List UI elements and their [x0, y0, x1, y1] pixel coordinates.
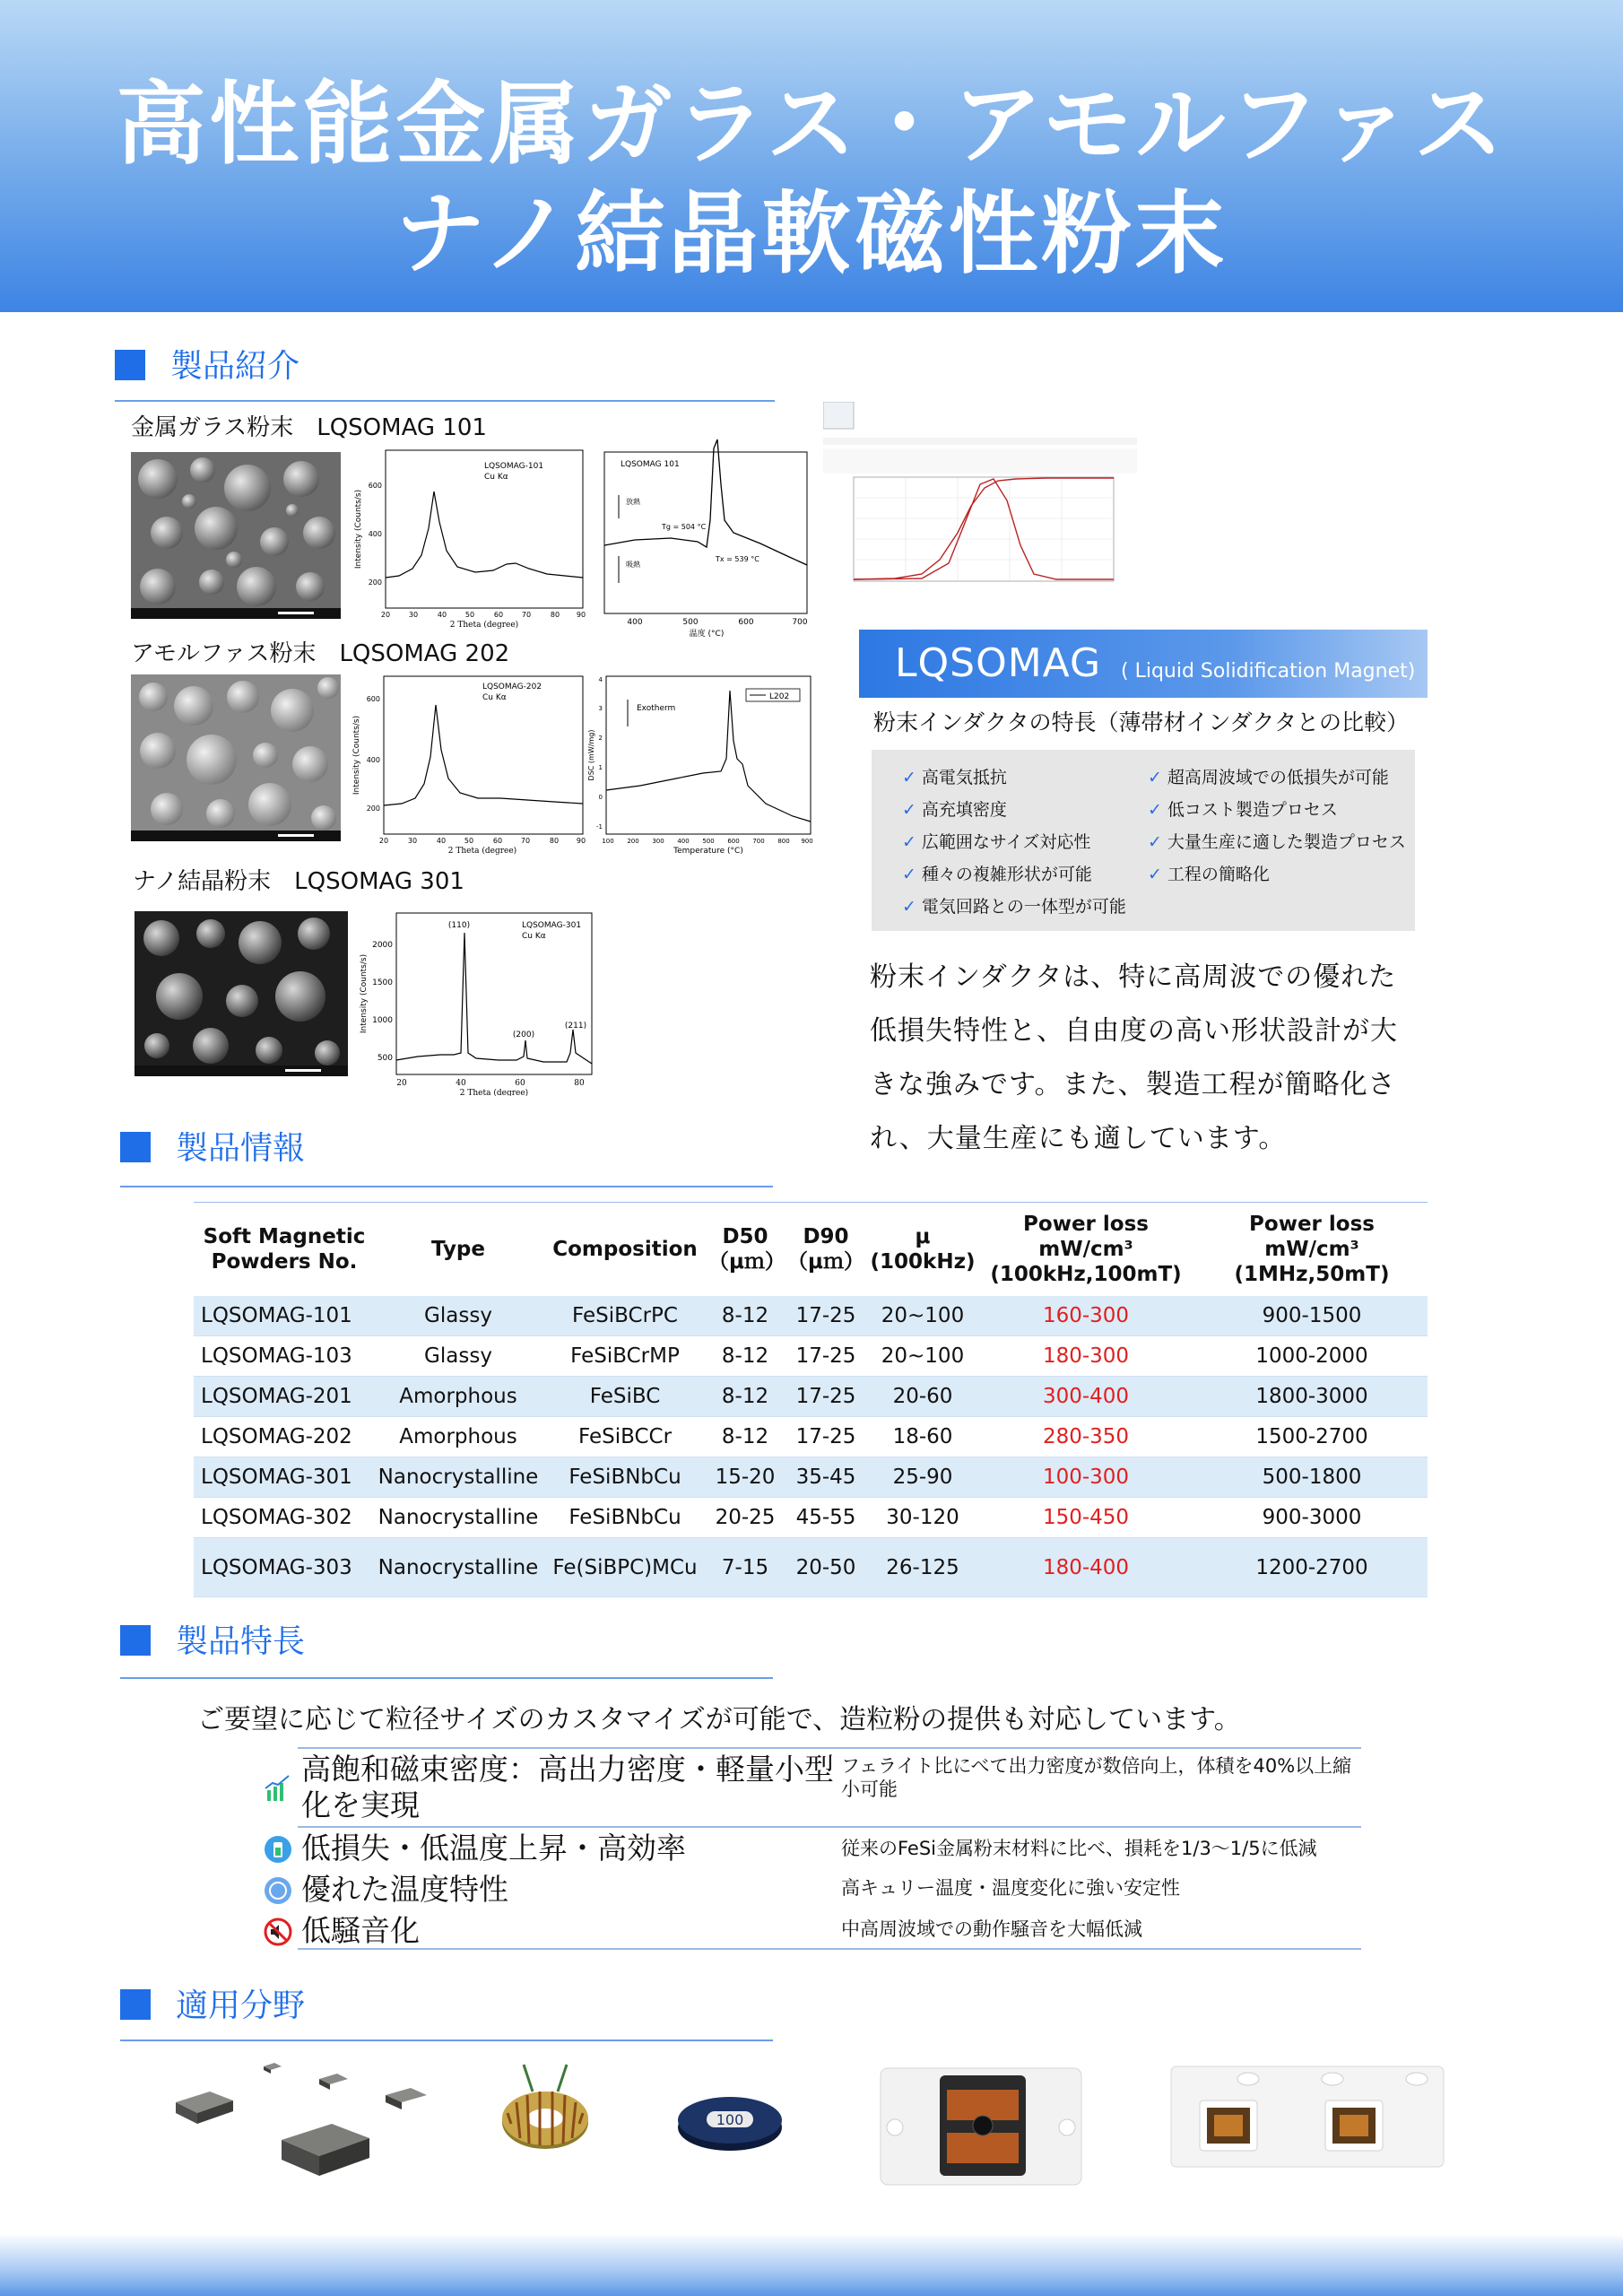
feature-desc: 中高周波域での動作騒音を大幅低減 — [841, 1918, 1142, 1940]
table-cell: 150-450 — [1042, 1506, 1130, 1529]
feature-item — [1148, 829, 1406, 853]
banner-brand: LQSOMAG — [895, 640, 1102, 686]
table-cell: 1200-2700 — [1196, 1538, 1428, 1597]
xrd-301-line — [396, 933, 592, 1064]
table-cell: 180-300 — [1042, 1344, 1130, 1368]
xtick: 70 — [521, 611, 532, 619]
xtick: 20 — [396, 1079, 407, 1088]
xtick: 50 — [464, 837, 474, 845]
plot-frame — [396, 913, 592, 1074]
column-header-line: D50 — [722, 1224, 768, 1248]
ytick: 200 — [366, 804, 380, 813]
table-cell: LQSOMAG-201 — [194, 1377, 375, 1417]
thermometer-icon — [264, 1876, 292, 1905]
table-cell: Glassy — [424, 1344, 492, 1368]
table-cell: LQSOMAG-202 — [201, 1425, 352, 1448]
dsc-chart-202 — [586, 669, 814, 856]
column-header — [1196, 1203, 1428, 1296]
check-icon: ✓ — [1148, 832, 1162, 852]
xrd-101-legend2: Cu Kα — [484, 473, 508, 482]
xrd-101-line — [386, 491, 583, 578]
ytick: 1500 — [372, 978, 393, 987]
table-row — [194, 1538, 1428, 1597]
feature-title: 粉末インダクタの特長（薄帯材インダクタとの比較） — [873, 709, 1410, 735]
ytick: 1000 — [372, 1016, 393, 1025]
table-cell: 35-45 — [782, 1457, 870, 1498]
table-cell: 8-12 — [721, 1425, 769, 1448]
dsc-chart-202-svg — [586, 669, 814, 856]
section-underline — [115, 400, 775, 402]
column-header — [375, 1203, 542, 1296]
feature-desc: フェライト比にべて出力密度が数倍向上，体積を40%以上縮 — [841, 1755, 1352, 1777]
ytick: 1 — [598, 764, 603, 771]
feature-item — [902, 796, 1007, 821]
table-cell: 17-25 — [795, 1344, 856, 1368]
table-cell: FeSiBCCr — [577, 1425, 673, 1448]
instrument-logo — [823, 402, 854, 429]
power-inductor-image — [674, 2086, 785, 2154]
dsc-chart-101 — [599, 413, 814, 639]
table-cell: Amorphous — [399, 1425, 517, 1448]
table-cell: FeSiBCrPC — [542, 1296, 708, 1336]
ytick: 3 — [598, 705, 603, 712]
table-cell: 900-1500 — [1196, 1296, 1428, 1336]
xrd-202-line — [384, 705, 583, 805]
banner-subtitle: ( Liquid Solidification Magnet) — [1121, 660, 1416, 683]
table-cell: Glassy — [375, 1296, 542, 1336]
table-cell: 100-300 — [976, 1457, 1196, 1498]
sem-scale-bar — [135, 1065, 348, 1076]
xtick: 600 — [727, 838, 740, 845]
tg-label: Tg = 504 °C — [662, 523, 707, 531]
table-cell: FeSiBC — [542, 1377, 708, 1417]
description-line: 粉末インダクタは、特に高周波での優れた — [870, 961, 1397, 993]
xrd-chart-301-svg — [355, 906, 597, 1096]
table-cell: 500-1800 — [1196, 1457, 1428, 1498]
page-title-line2: ナノ結晶軟磁性粉末 — [395, 181, 1228, 286]
check-icon: ✓ — [1148, 865, 1162, 884]
feature-text: 超高周波域での低損失が可能 — [1167, 768, 1389, 787]
table-cell: LQSOMAG-101 — [194, 1296, 375, 1336]
xrd-301-legend2: Cu Kα — [522, 932, 546, 941]
ytick: 4 — [598, 676, 603, 683]
column-header-line: Power loss — [1249, 1212, 1375, 1236]
xtick: 800 — [777, 838, 790, 845]
peak-label: (200) — [512, 1031, 535, 1039]
feature-item — [1148, 764, 1389, 788]
feature-item — [902, 861, 1092, 885]
sem-image-101 — [131, 452, 341, 619]
xtick: 60 — [493, 611, 504, 619]
sem-scale-bar — [131, 831, 341, 841]
xtick: 60 — [515, 1079, 525, 1088]
ytick: 2000 — [372, 941, 393, 950]
table-cell: 180-400 — [976, 1538, 1196, 1597]
table-cell: 30-120 — [886, 1506, 959, 1529]
feature-main: 優れた温度特性 — [301, 1872, 508, 1907]
powder-label-101: 金属ガラス粉末 LQSOMAG 101 — [131, 414, 487, 441]
xtick: 500 — [682, 618, 699, 627]
table-cell: 300-400 — [976, 1377, 1196, 1417]
feature-item — [902, 764, 1007, 788]
table-cell: 20-50 — [782, 1538, 870, 1597]
sem-image-202 — [131, 674, 341, 841]
column-header — [782, 1203, 870, 1296]
x-axis-label: 2 Theta (degree) — [459, 1089, 529, 1096]
feature-text: 電気回路との一体型が可能 — [921, 897, 1126, 917]
xtick: 100 — [602, 838, 614, 845]
xtick: 70 — [520, 837, 531, 845]
column-header-line: (1MHz,50mT) — [1234, 1262, 1390, 1286]
column-header-line: Power loss — [1023, 1212, 1149, 1236]
feature-item — [1148, 796, 1338, 821]
table-cell: 1500-2700 — [1255, 1425, 1368, 1448]
table-cell: LQSOMAG-303 — [194, 1538, 375, 1597]
xtick: 400 — [677, 838, 690, 845]
column-header-line: μ — [915, 1224, 931, 1248]
ytick: 200 — [368, 578, 382, 587]
column-header-line: Powders No. — [211, 1249, 358, 1274]
table-cell: 280-350 — [1042, 1425, 1130, 1448]
table-cell: 7-15 — [708, 1538, 782, 1597]
y-axis-label: Intensity (Counts/s) — [354, 489, 363, 570]
chart-up-icon — [264, 1774, 292, 1803]
table-cell: 8-12 — [708, 1296, 782, 1336]
sem-particles-301 — [135, 911, 348, 1076]
check-icon: ✓ — [902, 800, 916, 820]
feature-text: 広範囲なサイズ対応性 — [921, 832, 1091, 852]
section-underline — [120, 1186, 773, 1187]
header-row — [823, 438, 1137, 445]
column-header — [870, 1203, 976, 1296]
ytick: 600 — [368, 482, 382, 490]
table-cell: 160-300 — [976, 1296, 1196, 1336]
table-row — [194, 1296, 1428, 1336]
mute-icon — [264, 1918, 292, 1946]
feature-desc: 従来のFeSi金属粉末材料に比べ、損耗を1/3～1/5に低減 — [841, 1838, 1317, 1859]
feature-main: 低騒音化 — [301, 1913, 420, 1948]
section-title: 適用分野 — [176, 1987, 306, 2024]
feature-item — [902, 829, 1090, 853]
dsc-202-legend: L202 — [769, 692, 790, 701]
sem-particles-202 — [131, 674, 341, 841]
check-icon: ✓ — [1148, 768, 1162, 787]
product-table — [194, 1202, 1428, 1597]
x-axis-label: 2 Theta (degree) — [449, 621, 519, 630]
dsc-exo-label: 放熱 — [626, 498, 640, 506]
xtick: 50 — [464, 611, 475, 619]
xtick: 300 — [652, 838, 664, 845]
xtick: 400 — [627, 618, 643, 627]
xtick: 700 — [752, 838, 765, 845]
column-header-line: mW/cm³ — [1038, 1237, 1133, 1261]
xtick: 20 — [380, 611, 391, 619]
feature-main: 化を実現 — [301, 1787, 420, 1822]
dsc-chart-101-svg — [599, 413, 814, 639]
distribution-curve — [854, 479, 1114, 579]
column-header — [976, 1203, 1196, 1296]
particle-size-chart-svg — [823, 402, 1137, 590]
table-header-row — [194, 1203, 1428, 1296]
section-title: 製品特長 — [176, 1623, 306, 1660]
y-axis-label: Intensity (Counts/s) — [352, 715, 361, 796]
column-header — [542, 1203, 708, 1296]
section-square — [120, 1132, 151, 1162]
ytick: 500 — [377, 1054, 393, 1063]
peak-label: (211) — [564, 1022, 587, 1031]
table-cell: FeSiBNbCu — [542, 1457, 708, 1498]
xtick: 90 — [576, 837, 586, 845]
table-row — [194, 1377, 1428, 1417]
xrd-chart-101-svg — [350, 443, 588, 630]
features-intro: ご要望に応じて粒径サイズのカスタマイズが可能で、造粒粉の提供も対応しています。 — [197, 1704, 1241, 1735]
xtick: 40 — [456, 1079, 466, 1088]
column-header-line: mW/cm³ — [1264, 1237, 1359, 1261]
xtick: 90 — [576, 611, 586, 619]
xrd-101-legend: LQSOMAG-101 — [484, 462, 544, 471]
section-underline — [120, 1677, 773, 1679]
column-header-line: (100kHz) — [870, 1249, 976, 1274]
table-cell: 45-55 — [795, 1506, 856, 1529]
table-cell: 17-25 — [782, 1377, 870, 1417]
header-banner — [0, 0, 1623, 312]
table-cell: FeSiBCrMP — [570, 1344, 680, 1368]
table-cell: 17-25 — [782, 1296, 870, 1336]
table-cell: LQSOMAG-103 — [201, 1344, 352, 1368]
feature-desc: 高キュリー温度・温度変化に強い安定性 — [841, 1877, 1180, 1899]
inductor-marking: 100 — [716, 2111, 744, 2128]
feature-divider — [298, 1826, 1361, 1828]
feature-main: 高飽和磁束密度：高出力密度・軽量小型 — [301, 1752, 834, 1787]
ytick: 400 — [368, 530, 382, 538]
column-header — [708, 1203, 785, 1296]
common-mode-choke-image — [875, 2059, 1087, 2192]
xrd-301-legend: LQSOMAG-301 — [522, 921, 582, 930]
xrd-chart-202 — [348, 669, 588, 856]
table-cell: 8-12 — [721, 1344, 769, 1368]
powder-label-301: ナノ結晶粉末 LQSOMAG 301 — [133, 868, 464, 895]
table-cell: Nanocrystalline — [378, 1506, 539, 1529]
column-header-line: （μｍ） — [787, 1249, 864, 1274]
xtick: 20 — [378, 837, 389, 845]
table-cell: Amorphous — [375, 1377, 542, 1417]
table-cell: 20~100 — [881, 1344, 965, 1368]
battery-icon — [264, 1835, 292, 1864]
table-cell: 26-125 — [870, 1538, 976, 1597]
description-line: れ、大量生産にも適しています。 — [870, 1123, 1287, 1154]
ytick: 600 — [366, 695, 380, 703]
section-title: 製品紹介 — [170, 348, 300, 385]
column-header — [194, 1203, 375, 1296]
x-axis-label: 温度 (°C) — [689, 630, 725, 639]
feature-item — [1148, 861, 1270, 885]
x-axis-label: Temperature (°C) — [673, 847, 743, 856]
feature-item — [902, 893, 1126, 918]
section-title: 製品情報 — [176, 1130, 306, 1167]
table-row — [194, 1417, 1428, 1457]
xtick: 40 — [436, 837, 447, 845]
stats-rows — [823, 448, 1137, 474]
xtick: 500 — [702, 838, 715, 845]
smd-inductors-image — [170, 2059, 439, 2212]
table-cell: Fe(SiBPC)MCu — [542, 1538, 708, 1597]
ytick: 400 — [366, 756, 380, 764]
page-title-line1: 高性能金属ガラス・アモルファス — [116, 72, 1507, 177]
column-header-line: D90 — [803, 1224, 849, 1248]
column-header-line: （μｍ） — [708, 1249, 785, 1274]
sem-image-301 — [135, 911, 348, 1076]
table-cell: 15-20 — [708, 1457, 782, 1498]
column-header-line: Soft Magnetic — [203, 1224, 366, 1248]
table-cell: 1000-2000 — [1255, 1344, 1368, 1368]
sem-scale-bar — [131, 608, 341, 619]
feature-divider — [298, 1747, 1361, 1749]
plot-frame — [604, 452, 807, 613]
xrd-202-legend: LQSOMAG-202 — [482, 683, 542, 691]
table-cell: 20~100 — [870, 1296, 976, 1336]
check-icon: ✓ — [902, 865, 916, 884]
table-cell: 900-3000 — [1262, 1506, 1362, 1529]
table-cell: 17-25 — [795, 1425, 856, 1448]
table-row — [194, 1336, 1428, 1377]
xtick: 80 — [549, 837, 560, 845]
xrd-chart-101 — [350, 443, 588, 630]
section-square — [120, 1625, 151, 1656]
grid-lines — [854, 477, 1114, 581]
plot-frame — [854, 477, 1114, 581]
dsc-101-legend: LQSOMAG 101 — [621, 460, 680, 469]
sem-particles-101 — [131, 452, 341, 619]
xrd-202-legend2: Cu Kα — [482, 693, 507, 702]
column-header-line: Type — [430, 1237, 485, 1261]
x-axis-label: 2 Theta (degree) — [447, 847, 517, 856]
dsc-endo-label: 吸熱 — [626, 561, 640, 569]
table-cell: 20-25 — [715, 1506, 776, 1529]
description-line: 低損失特性と、自由度の高い形状設計が大 — [870, 1015, 1398, 1047]
table-body — [194, 1296, 1428, 1597]
feature-text: 高充填密度 — [921, 800, 1007, 820]
table-cell: LQSOMAG-301 — [194, 1457, 375, 1498]
xtick: 80 — [550, 611, 560, 619]
table-cell: Nanocrystalline — [375, 1538, 542, 1597]
table-cell: 25-90 — [870, 1457, 976, 1498]
feature-desc: 小可能 — [841, 1779, 898, 1800]
exotherm-label: Exotherm — [637, 704, 676, 713]
peak-label: (110) — [447, 921, 471, 930]
feature-text: 種々の複雑形状が可能 — [921, 865, 1092, 884]
ytick: 0 — [598, 794, 603, 801]
section-square — [120, 1989, 151, 2020]
feature-text: 工程の簡略化 — [1167, 865, 1270, 884]
particle-size-chart — [823, 402, 1137, 590]
feature-text: 高電気抵抗 — [921, 768, 1007, 787]
smd-tape-inductors-image — [1167, 2059, 1447, 2172]
feature-text: 低コスト製造プロセス — [1167, 800, 1338, 820]
xtick: 30 — [407, 837, 418, 845]
column-header-line: (100kHz,100mT) — [990, 1262, 1182, 1286]
check-icon: ✓ — [902, 897, 916, 917]
xtick: 80 — [574, 1079, 585, 1088]
xrd-chart-301 — [355, 906, 597, 1096]
toroidal-inductor-image — [491, 2061, 599, 2160]
check-icon: ✓ — [1148, 800, 1162, 820]
table-row — [194, 1498, 1428, 1538]
tx-label: Tx = 539 °C — [716, 555, 759, 563]
feature-text: 大量生産に適した製造プロセス — [1167, 832, 1406, 852]
table-cell: FeSiBNbCu — [568, 1506, 681, 1529]
ytick: 2 — [598, 735, 603, 742]
table-cell: LQSOMAG-302 — [201, 1506, 352, 1529]
check-icon: ✓ — [902, 832, 916, 852]
xtick: 30 — [408, 611, 419, 619]
column-header-line: Composition — [552, 1237, 698, 1261]
table-cell: 8-12 — [708, 1377, 782, 1417]
cumulative-curve — [854, 478, 1114, 579]
xtick: 700 — [792, 618, 808, 627]
table-cell: 20-60 — [870, 1377, 976, 1417]
xtick: 60 — [492, 837, 503, 845]
xtick: 40 — [437, 611, 447, 619]
footer-gradient — [0, 2233, 1623, 2296]
xtick: 900 — [801, 838, 813, 845]
y-axis-label: DSC (mW/mg) — [587, 729, 595, 781]
check-icon: ✓ — [902, 768, 916, 787]
xtick: 200 — [627, 838, 639, 845]
y-axis-label: Intensity (Counts/s) — [360, 953, 369, 1034]
powder-label-202: アモルファス粉末 LQSOMAG 202 — [131, 640, 510, 667]
table-cell: Nanocrystalline — [375, 1457, 542, 1498]
description-line: きな強みです。また、製造工程が簡略化さ — [870, 1069, 1396, 1100]
section-underline — [120, 2039, 773, 2041]
feature-main: 低損失・低温度上昇・高効率 — [301, 1831, 686, 1866]
ytick: -1 — [596, 823, 603, 831]
xrd-chart-202-svg — [348, 669, 588, 856]
xtick: 600 — [738, 618, 754, 627]
lqsomag-banner — [859, 630, 1428, 698]
table-row — [194, 1457, 1428, 1498]
table-cell: 1800-3000 — [1196, 1377, 1428, 1417]
table-cell: 18-60 — [892, 1425, 953, 1448]
feature-divider — [298, 1948, 1361, 1950]
section-square — [115, 350, 145, 380]
